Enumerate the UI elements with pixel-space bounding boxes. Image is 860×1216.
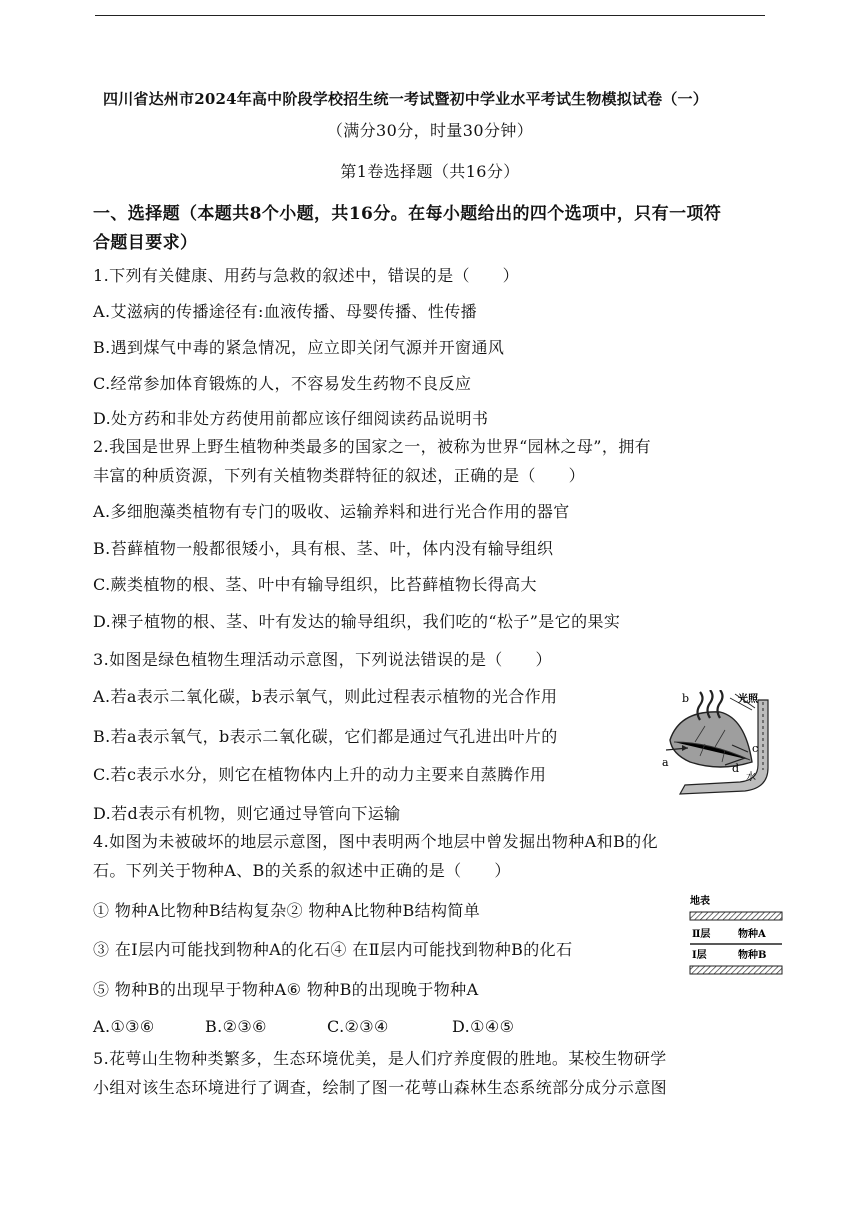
- q2-option-b: B.苔藓植物一般都很矮小，具有根、茎、叶，体内没有输导组织: [93, 539, 554, 558]
- q5-stem-line2: 小组对该生态环境进行了调查，绘制了图一花萼山森林生态系统部分成分示意图: [93, 1078, 668, 1097]
- q1-option-a: A.艾滋病的传播途径有:血液传播、母婴传播、性传播: [93, 302, 478, 321]
- q3-option-d: D.若d表示有机物，则它通过导管向下运输: [93, 804, 401, 823]
- q1-option-c: C.经常参加体育锻炼的人，不容易发生药物不良反应: [93, 374, 472, 393]
- q4-stem-line2: 石。下列关于物种A、B的关系的叙述中正确的是（ ）: [93, 861, 511, 880]
- q4-option-d: D.①④⑤: [452, 1017, 515, 1036]
- q2-option-d: D.裸子植物的根、茎、叶有发达的输导组织，我们吃的“松子”是它的果实: [93, 612, 621, 631]
- q4-statements-3-4: ③ 在Ⅰ层内可能找到物种A的化石④ 在Ⅱ层内可能找到物种B的化石: [93, 940, 573, 959]
- label-layer-1: Ⅰ层: [692, 950, 707, 961]
- label-a: a: [662, 756, 669, 769]
- label-water: 水: [746, 772, 756, 783]
- plant-leaf-figure: [660, 690, 775, 805]
- q2-stem-line2: 丰富的种质资源，下列有关植物类群特征的叙述，正确的是（ ）: [93, 466, 586, 485]
- q4-option-c: C.②③④: [327, 1017, 389, 1036]
- exam-title: 四川省达州市2024年高中阶段学校招生统一考试暨初中学业水平考试生物模拟试卷（一）: [103, 90, 708, 108]
- label-b: b: [682, 692, 690, 705]
- q3-option-c: C.若c表示水分，则它在植物体内上升的动力主要来自蒸腾作用: [93, 765, 547, 784]
- q1-option-d: D.处方药和非处方药使用前都应该仔细阅读药品说明书: [93, 409, 489, 428]
- label-species-b: 物种B: [738, 950, 767, 961]
- q3-stem: 3.如图是绿色植物生理活动示意图，下列说法错误的是（ ）: [93, 650, 552, 669]
- q2-stem-line1: 2.我国是世界上野生植物种类最多的国家之一，被称为世界“园林之母”，拥有: [93, 437, 652, 456]
- q4-statements-5-6: ⑤ 物种B的出现早于物种A⑥ 物种B的出现晚于物种A: [93, 980, 479, 999]
- q2-option-a: A.多细胞藻类植物有专门的吸收、运输养料和进行光合作用的器官: [93, 502, 570, 521]
- strata-figure: [688, 892, 784, 980]
- surface-layer: [690, 912, 782, 920]
- top-rule: [95, 15, 765, 16]
- label-layer-2: Ⅱ层: [692, 929, 711, 940]
- q4-option-b: B.②③⑥: [205, 1017, 267, 1036]
- label-d: d: [732, 762, 740, 775]
- q4-option-a: A.①③⑥: [93, 1017, 155, 1036]
- q5-stem-line1: 5.花萼山生物种类繁多，生态环境优美，是人们疗养度假的胜地。某校生物研学: [93, 1049, 667, 1068]
- q3-option-a: A.若a表示二氧化碳，b表示氧气，则此过程表示植物的光合作用: [93, 687, 558, 706]
- q2-option-c: C.蕨类植物的根、茎、叶中有输导组织，比苔藓植物长得高大: [93, 575, 537, 594]
- q4-stem-line1: 4.如图为未被破坏的地层示意图，图中表明两个地层中曾发掘出物种A和B的化: [93, 832, 658, 851]
- bottom-layer: [690, 966, 782, 974]
- section-heading-line1: 一、选择题（本题共8个小题，共16分。在每小题给出的四个选项中，只有一项符: [93, 204, 722, 224]
- section-heading-line2: 合题目要求）: [93, 233, 198, 253]
- q3-option-b: B.若a表示氧气，b表示二氧化碳，它们都是通过气孔进出叶片的: [93, 727, 558, 746]
- label-surface: 地表: [690, 896, 710, 907]
- leaf: [670, 712, 752, 767]
- label-c: c: [752, 742, 759, 755]
- label-light: 光照: [738, 694, 758, 705]
- q1-stem: 1.下列有关健康、用药与急救的叙述中，错误的是（ ）: [93, 266, 520, 285]
- label-species-a: 物种A: [738, 929, 766, 940]
- exam-subtitle: （满分30分，时量30分钟）: [326, 121, 534, 140]
- part-title: 第1卷选择题（共16分）: [340, 162, 520, 181]
- q4-statements-1-2: ① 物种A比物种B结构复杂② 物种A比物种B结构简单: [93, 901, 481, 920]
- q1-option-b: B.遇到煤气中毒的紧急情况，应立即关闭气源并开窗通风: [93, 338, 505, 357]
